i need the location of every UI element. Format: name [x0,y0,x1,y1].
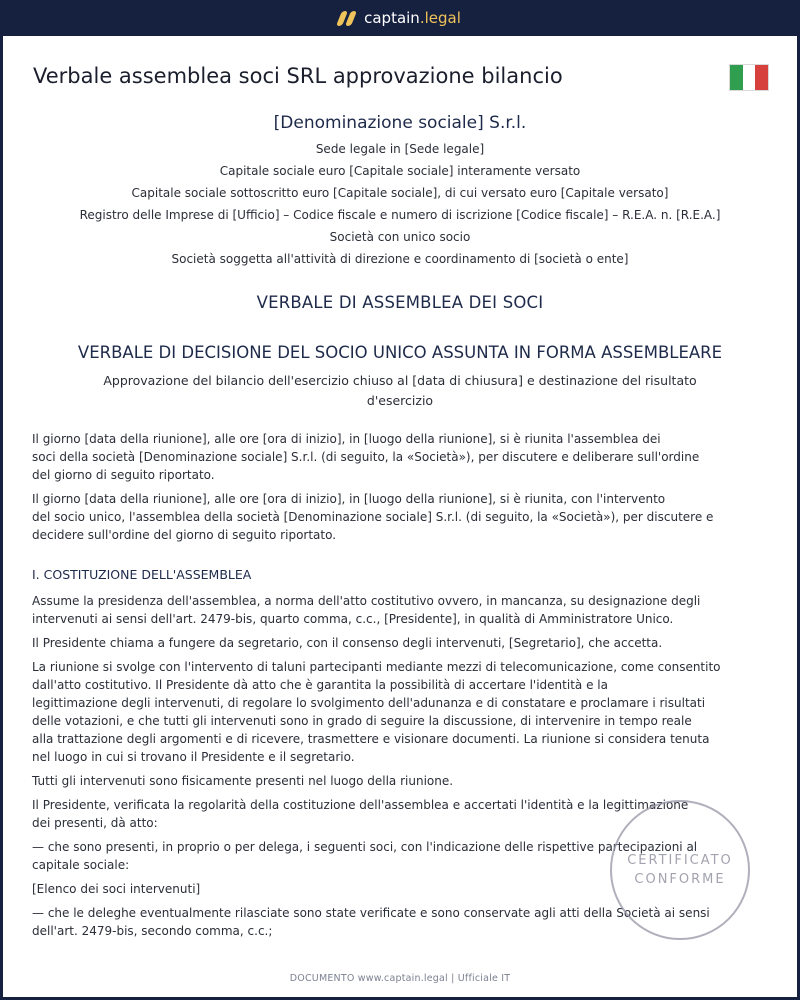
company-detail-line: Società soggetta all'attività di direzione e coordinamento di [società o ente] [171,252,629,266]
stamp-line: CERTIFICATO [627,853,733,868]
paragraph-line: [Elenco dei soci intervenuti] [32,882,201,896]
document-title: Verbale assemblea soci SRL approvazione bilancio [33,64,563,88]
paragraph-line: Il Presidente chiama a fungere da segretario, con il consenso degli intervenuti, [Segretario], che accetta. [32,636,663,650]
sub-heading: VERBALE DI DECISIONE DEL SOCIO UNICO ASSUNTA IN FORMA ASSEMBLEARE [77,343,723,362]
paragraph-line: Il giorno [data della riunione], alle ore [ora di inizio], in [luogo della riunione], si è riunita l'assemblea dei [32,432,661,446]
footer-text: DOCUMENTO www.captain.legal | Ufficiale IT [289,973,511,984]
paragraph [32,592,732,628]
paragraph-line: Il giorno [data della riunione], alle ore [ora di inizio], in [luogo della riunione], si è riunita, con l'intervento [32,492,666,506]
paragraph [32,658,732,766]
paragraph-line: dall'atto costitutivo. Il Presidente dà atto che è garantita la possibilità di accertare l'identità e la [32,678,608,692]
paragraph-line: La riunione si svolge con l'intervento di taluni partecipanti mediante mezzi di telecomunicazione, come consentito [32,660,721,674]
brand-suffix: .legal [419,9,461,27]
company-detail-line: Capitale sociale sottoscritto euro [Capitale sociale], di cui versato euro [Capitale versato] [131,186,669,200]
paragraph-line: del socio unico, l'assemblea della società [Denominazione sociale] S.r.l. (di seguito, la «Società»), per discutere e [32,510,714,524]
paragraph-line: Tutti gli intervenuti sono fisicamente presenti nel luogo della riunione. [32,774,454,788]
paragraph-line: intervenuti ai sensi dell'art. 2479-bis, quarto comma, c.c., [Presidente], in qualità di Amministratore Unico. [32,612,674,626]
company-detail-line: Società con unico socio [329,230,471,244]
paragraph-line: del giorno di seguito riportato. [32,468,215,482]
sub-heading-description: Approvazione del bilancio dell'esercizio chiuso al [data di chiusura] e destinazione del risultato d'esercizio [103,373,697,408]
paragraph-line: capitale sociale: [32,858,130,872]
section-title: I. COSTITUZIONE DELL'ASSEMBLEA [32,567,252,582]
paragraph [32,430,732,484]
paragraph-line: legittimazione degli intervenuti, di regolare lo svolgimento dell'adunanza e di constatare e proclamare i risultati [32,696,706,710]
main-heading: VERBALE DI ASSEMBLEA DEI SOCI [256,293,544,312]
captain-legal-logo-icon [339,11,354,26]
company-name: [Denominazione sociale] S.r.l. [273,113,527,133]
top-bar [0,0,800,36]
company-detail-line: Capitale sociale euro [Capitale sociale] interamente versato [219,164,581,178]
company-detail-line: Sede legale in [Sede legale] [315,142,485,156]
paragraph-line: dell'art. 2479-bis, secondo comma, c.c.; [32,924,273,938]
certified-stamp [610,800,750,940]
italy-flag-icon [729,64,769,91]
document-page [3,36,797,997]
paragraph-line: decidere sull'ordine del giorno di seguito riportato. [32,528,337,542]
paragraph-line: Assume la presidenza dell'assemblea, a norma dell'atto costitutivo ovvero, in mancanza, su designazione degli [32,594,701,608]
paragraph-line: — che le deleghe eventualmente rilasciate sono state verificate e sono conservate agli atti della Società ai sensi [32,906,710,920]
paragraph [32,772,732,790]
company-detail-line: Registro delle Imprese di [Ufficio] – Codice fiscale e numero di iscrizione [Codice fiscale] – R.E.A. n. [R.E.A.] [79,208,721,222]
paragraph-line: nel luogo in cui si trovano il Presidente e il segretario. [32,750,355,764]
paragraph-line: delle votazioni, e che tutti gli intervenuti sono in grado di seguire la discussione, di intervenire in tempo reale [32,714,692,728]
brand-name: captain [364,9,420,27]
intro-paragraphs [32,430,732,544]
paragraph-line: — che sono presenti, in proprio o per delega, i seguenti soci, con l'indicazione delle rispettive partecipazioni al [32,840,698,854]
paragraph-line: soci della società [Denominazione sociale] S.r.l. (di seguito, la «Società»), per discutere e deliberare sull'ordine [32,450,700,464]
paragraph-line: alla trattazione degli argomenti e di ricevere, trasmettere e visionare documenti. La riunione si considera tenuta [32,732,710,746]
company-details [3,138,797,270]
company-header [3,112,797,270]
paragraph [32,490,732,544]
paragraph-line: Il Presidente, verificata la regolarità della costituzione dell'assemblea e accertati l'identità e la legittimazione [32,798,689,812]
paragraph [32,634,732,652]
paragraph-line: dei presenti, dà atto: [32,816,158,830]
stamp-line: CONFORME [634,872,726,887]
